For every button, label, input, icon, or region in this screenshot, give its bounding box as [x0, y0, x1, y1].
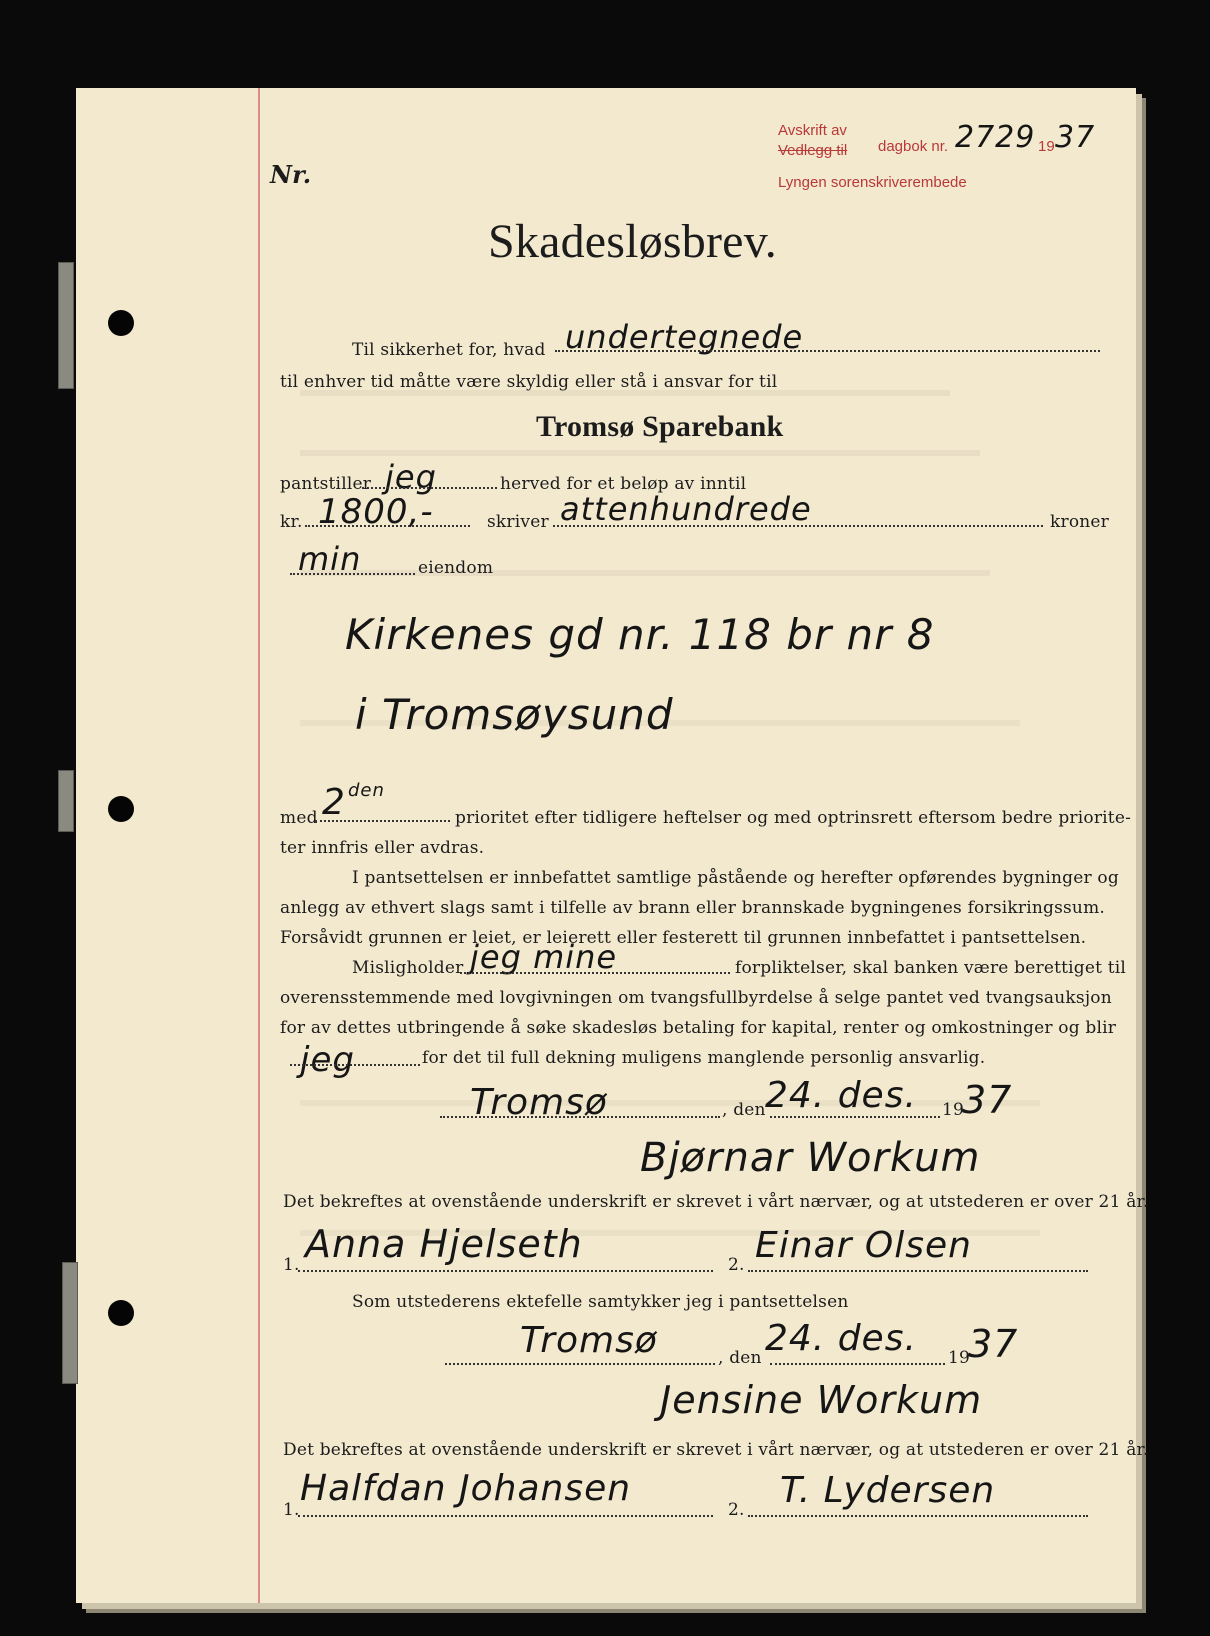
witness-4-number: 2.: [728, 1500, 745, 1520]
misligholder-value: jeg mine: [470, 938, 618, 976]
witness-2-line: [748, 1270, 1088, 1272]
para2-line4: for det til full dekning muligens manglende personlig ansvarlig.: [422, 1048, 986, 1068]
binder-hole-top: [108, 310, 134, 336]
para2-line3: for av dettes utbringende å søke skadesløs betaling for kapital, renter og omkostninger og blir: [280, 1018, 1117, 1038]
witness-2-number: 2.: [728, 1255, 745, 1275]
misligholder-line: [460, 972, 730, 974]
date-2: 24. des.: [765, 1318, 917, 1359]
forpliktelser-text: forpliktelser, skal banken være berettiget til: [735, 958, 1127, 978]
binder-hole-bottom: [108, 1300, 134, 1326]
nr-label: Nr.: [270, 160, 312, 189]
skriver-line: [553, 525, 1043, 527]
med-line: [315, 820, 450, 822]
date-1: 24. des.: [765, 1075, 917, 1116]
kr-line: [305, 525, 470, 527]
innfris-text: ter innfris eller avdras.: [280, 838, 485, 858]
year-1-suffix: 37: [962, 1078, 1013, 1122]
witness-1-line: [298, 1270, 713, 1272]
stamp-office: Lyngen sorenskriverembede: [778, 174, 967, 191]
para1-line3: Forsåvidt grunnen er leiet, er leierett eller festerett til grunnen innbefattet i pantsettelsen.: [280, 928, 1087, 948]
bank-name: Tromsø Sparebank: [536, 410, 784, 443]
binder-clip-top: [58, 262, 74, 389]
prioritet-text: prioritet efter tidligere heftelser og med optrinsrett eftersom bedre priorite-: [455, 808, 1132, 828]
pantstiller-label: pantstiller: [280, 474, 372, 494]
place-2-line: [445, 1363, 715, 1365]
med-superscript: den: [348, 780, 385, 801]
stamp-year-prefix: 19: [1038, 138, 1055, 155]
para2-line: [290, 1064, 420, 1066]
binder-hole-middle: [108, 796, 134, 822]
year-1-prefix: 19: [942, 1100, 965, 1120]
skriver-value: attenhundrede: [560, 490, 812, 528]
document-page: [76, 88, 1136, 1603]
stamp-vedlegg: Vedlegg til: [778, 142, 848, 159]
witness-4-line: [748, 1515, 1088, 1517]
margin-line: [258, 88, 260, 1603]
binder-clip-middle: [58, 770, 74, 832]
min-line: [290, 573, 415, 575]
misligholder-label: Misligholder: [352, 958, 464, 978]
place-2: Tromsø: [520, 1320, 658, 1361]
para1-line2: anlegg av ethvert slags samt i tilfelle av brann eller brannskade bygningenes forsikringssum.: [280, 898, 1105, 918]
med-label: med: [280, 808, 318, 828]
til-sikkerhet-value: undertegnede: [565, 318, 804, 356]
year-2-suffix: 37: [968, 1322, 1019, 1366]
witness-3-line: [298, 1515, 713, 1517]
stamp-dagbok-number: 2729: [955, 120, 1036, 155]
year-2-prefix: 19: [948, 1348, 971, 1368]
min-value: min: [298, 540, 362, 578]
witness-4-signature: T. Lydersen: [780, 1470, 996, 1511]
kr-value: 1800,-: [318, 492, 434, 532]
date-1-line: [770, 1116, 940, 1118]
property-line-1: Kirkenes gd nr. 118 br nr 8: [345, 610, 935, 659]
bekreftes-2: Det bekreftes at ovenstående underskrift er skrevet i vårt nærvær, og at utstederen er over 21 år.: [283, 1440, 1149, 1460]
den-label-2: , den: [718, 1348, 762, 1368]
kr-label: kr.: [280, 512, 303, 532]
signature-issuer: Bjørnar Workum: [640, 1135, 981, 1181]
kroner-label: kroner: [1050, 512, 1109, 532]
place-1: Tromsø: [470, 1082, 608, 1123]
eiendom-label: eiendom: [418, 558, 494, 578]
enhver-tid-text: til enhver tid måtte være skyldig eller stå i ansvar for til: [280, 372, 778, 392]
stamp-year-suffix: 37: [1055, 120, 1096, 155]
witness-3-number: 1.: [283, 1500, 300, 1520]
herved-text: herved for et beløp av inntil: [500, 474, 747, 494]
bekreftes-1: Det bekreftes at ovenstående underskrift er skrevet i vårt nærvær, og at utstederen er over 21 år.: [283, 1192, 1149, 1212]
stamp-avskrift: Avskrift av: [778, 122, 847, 139]
ektefelle-consent: Som utstederens ektefelle samtykker jeg i pantsettelsen: [352, 1292, 849, 1312]
place-1-line: [440, 1116, 720, 1118]
stamp-dagbok: dagbok nr.: [878, 138, 949, 155]
property-line-2: i Tromsøysund: [355, 690, 674, 739]
skriver-label: skriver: [487, 512, 549, 532]
witness-3-signature: Halfdan Johansen: [300, 1468, 632, 1509]
binder-clip-bottom: [62, 1262, 78, 1384]
til-sikkerhet-label: Til sikkerhet for, hvad: [352, 340, 546, 360]
para1-line1: I pantsettelsen er innbefattet samtlige påstående og herefter opførendes bygninger og: [352, 868, 1119, 888]
til-sikkerhet-line: [555, 350, 1100, 352]
witness-2-signature: Einar Olsen: [755, 1225, 972, 1266]
witness-1-signature: Anna Hjelseth: [305, 1222, 583, 1266]
med-value: 2: [322, 782, 346, 823]
witness-1-number: 1.: [283, 1255, 300, 1275]
para2-line2: overensstemmende med lovgivningen om tvangsfullbyrdelse å selge pantet ved tvangsauksjon: [280, 988, 1112, 1008]
para2-value: jeg: [300, 1040, 355, 1080]
page-title: Skadesløsbrev.: [488, 215, 777, 268]
pantstiller-line: [362, 487, 497, 489]
date-2-line: [770, 1363, 945, 1365]
den-label-1: , den: [722, 1100, 766, 1120]
pantstiller-value: jeg: [385, 458, 437, 496]
signature-spouse: Jensine Workum: [660, 1378, 983, 1422]
